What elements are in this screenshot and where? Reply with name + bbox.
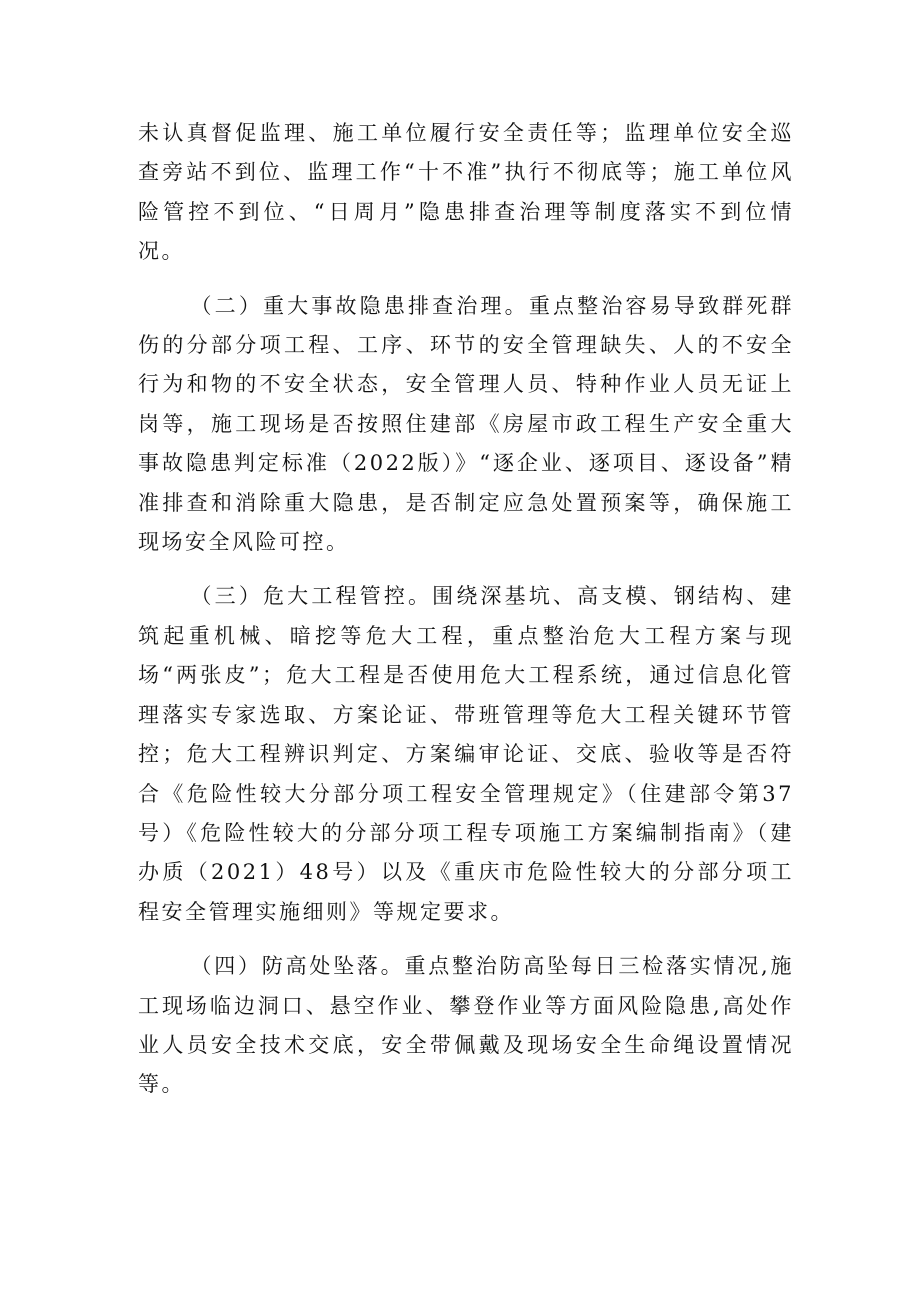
paragraph-section-4: （四）防高处坠落。重点整治防高坠每日三检落实情况,施工现场临边洞口、悬空作业、攀登作业等方面风险隐患,高处作业人员安全技术交底，安全带佩戴及现场安全生命绳设置情况等。 xyxy=(138,954,794,1097)
paragraph-section-3: （三）危大工程管控。围绕深基坑、高支模、钢结构、建筑起重机械、暗挖等危大工程，重点整治危大工程方案与现场“两张皮”；危大工程是否使用危大工程系统，通过信息化管理落实专家选取、方案论证、带班管理等危大工程关键环节管控；危大工程辨识判定、方案编审论证、交底、验收等是否符合《危险性较大分部分项工程安全管理规定》（住建部令第37号）《危险性较大的分部分项工程专项施工方案编制指南》（建办质（2021）48号）以及《重庆市危险性较大的分部分项工程安全管理实施细则》等规定要求。 xyxy=(138,584,794,924)
document-body xyxy=(138,114,794,1105)
paragraph-continued: 未认真督促监理、施工单位履行安全责任等；监理单位安全巡查旁站不到位、监理工作“十不准”执行不彻底等；施工单位风险管控不到位、“日周月”隐患排查治理等制度落实不到位情况。 xyxy=(138,121,794,264)
paragraph-section-2: （二）重大事故隐患排查治理。重点整治容易导致群死群伤的分部分项工程、工序、环节的安全管理缺失、人的不安全行为和物的不安全状态，安全管理人员、特种作业人员无证上岗等，施工现场是否按照住建部《房屋市政工程生产安全重大事故隐患判定标准（2022版）》“逐企业、逐项目、逐设备”精准排查和消除重大隐患，是否制定应急处置预案等，确保施工现场安全风险可控。 xyxy=(138,293,794,555)
